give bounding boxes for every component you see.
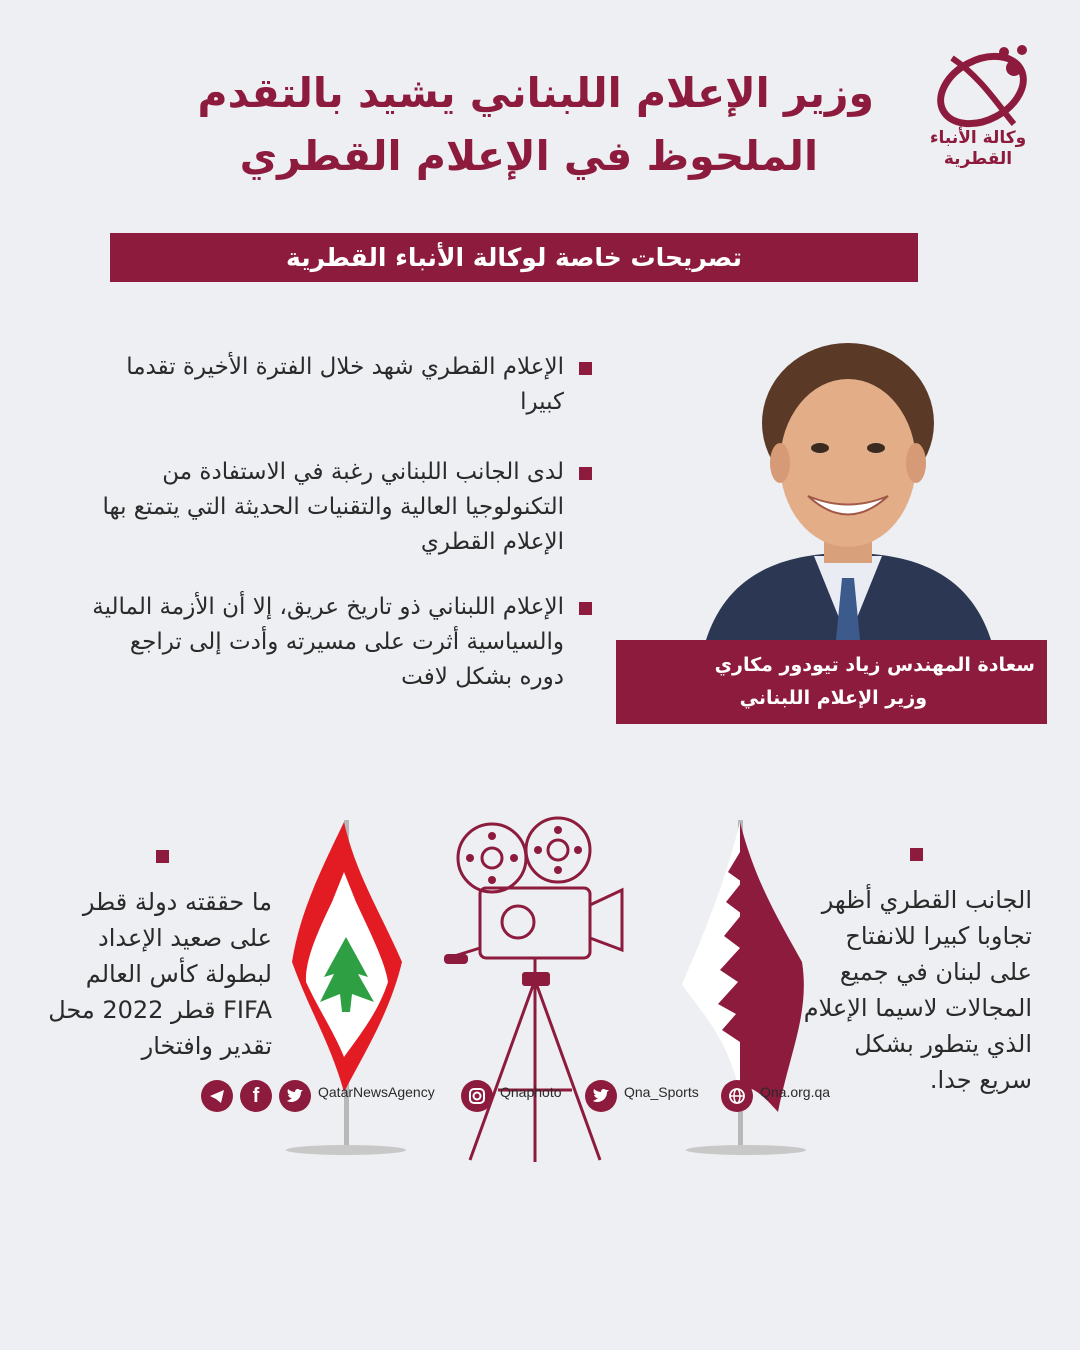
- bullet-square-icon: [579, 602, 592, 615]
- bullet-item: [92, 590, 592, 695]
- minister-title: وزير الإعلام اللبناني: [739, 687, 927, 709]
- bullet-item: [92, 350, 592, 420]
- logo-emblem-icon: [922, 38, 1050, 133]
- bullet-square-icon: [910, 848, 923, 861]
- footer-handle-qatarnewsagency[interactable]: QatarNewsAgency: [318, 1084, 435, 1100]
- minister-name: سعادة المهندس زياد تيودور مكاري: [714, 654, 1035, 676]
- headline-line-2: الملحوظ في الإعلام القطري: [239, 132, 818, 180]
- portrait-caption: [616, 640, 1047, 724]
- subtitle-banner: تصريحات خاصة لوكالة الأنباء القطرية: [110, 233, 918, 282]
- footer-handle-qna-sports[interactable]: Qna_Sports: [624, 1084, 699, 1100]
- bullet-text: الإعلام اللبناني ذو تاريخ عريق، إلا أن الأزمة المالية والسياسية أثرت على مسيرته وأدت إلى تراجع دوره بشكل لافت: [92, 594, 564, 690]
- right-statement: الجانب القطري أظهر تجاوبا كبيرا للانفتاح على لبنان في جميع المجالات لاسيما الإعلام الذي يتطور بشكل سريع جدا.: [803, 886, 1032, 1094]
- footer-handle-qnaphoto[interactable]: Qnaphoto: [500, 1084, 562, 1100]
- bullet-square-icon: [579, 362, 592, 375]
- minister-portrait: [696, 328, 1001, 640]
- film-camera-icon: [440, 810, 640, 1170]
- globe-icon[interactable]: [721, 1080, 753, 1112]
- twitter-icon[interactable]: [585, 1080, 617, 1112]
- instagram-icon[interactable]: [461, 1080, 493, 1112]
- telegram-icon[interactable]: [201, 1080, 233, 1112]
- agency-name: وكالة الأنباء القطرية: [929, 128, 1027, 169]
- bullet-item: [92, 455, 592, 560]
- headline: [114, 62, 874, 188]
- bullet-square-icon: [156, 850, 169, 863]
- headline-line-1: وزير الإعلام اللبناني يشيد بالتقدم: [197, 69, 874, 117]
- portrait-image: [696, 328, 1001, 640]
- footer-handle-website[interactable]: Qna.org.qa: [760, 1084, 831, 1100]
- bullet-text: لدى الجانب اللبناني رغبة في الاستفادة من التكنولوجيا العالية والتقنيات الحديثة التي يتمتع بها الإعلام القطري: [102, 459, 564, 555]
- bullet-square-icon: [579, 467, 592, 480]
- left-statement: ما حققته دولة قطر على صعيد الإعداد لبطولة كأس العالم FIFA قطر 2022 محل تقدير وافتخار: [48, 888, 272, 1060]
- bullet-text: الإعلام القطري شهد خلال الفترة الأخيرة تقدما كبيرا: [126, 354, 564, 415]
- facebook-icon[interactable]: f: [240, 1080, 272, 1112]
- twitter-icon[interactable]: [279, 1080, 311, 1112]
